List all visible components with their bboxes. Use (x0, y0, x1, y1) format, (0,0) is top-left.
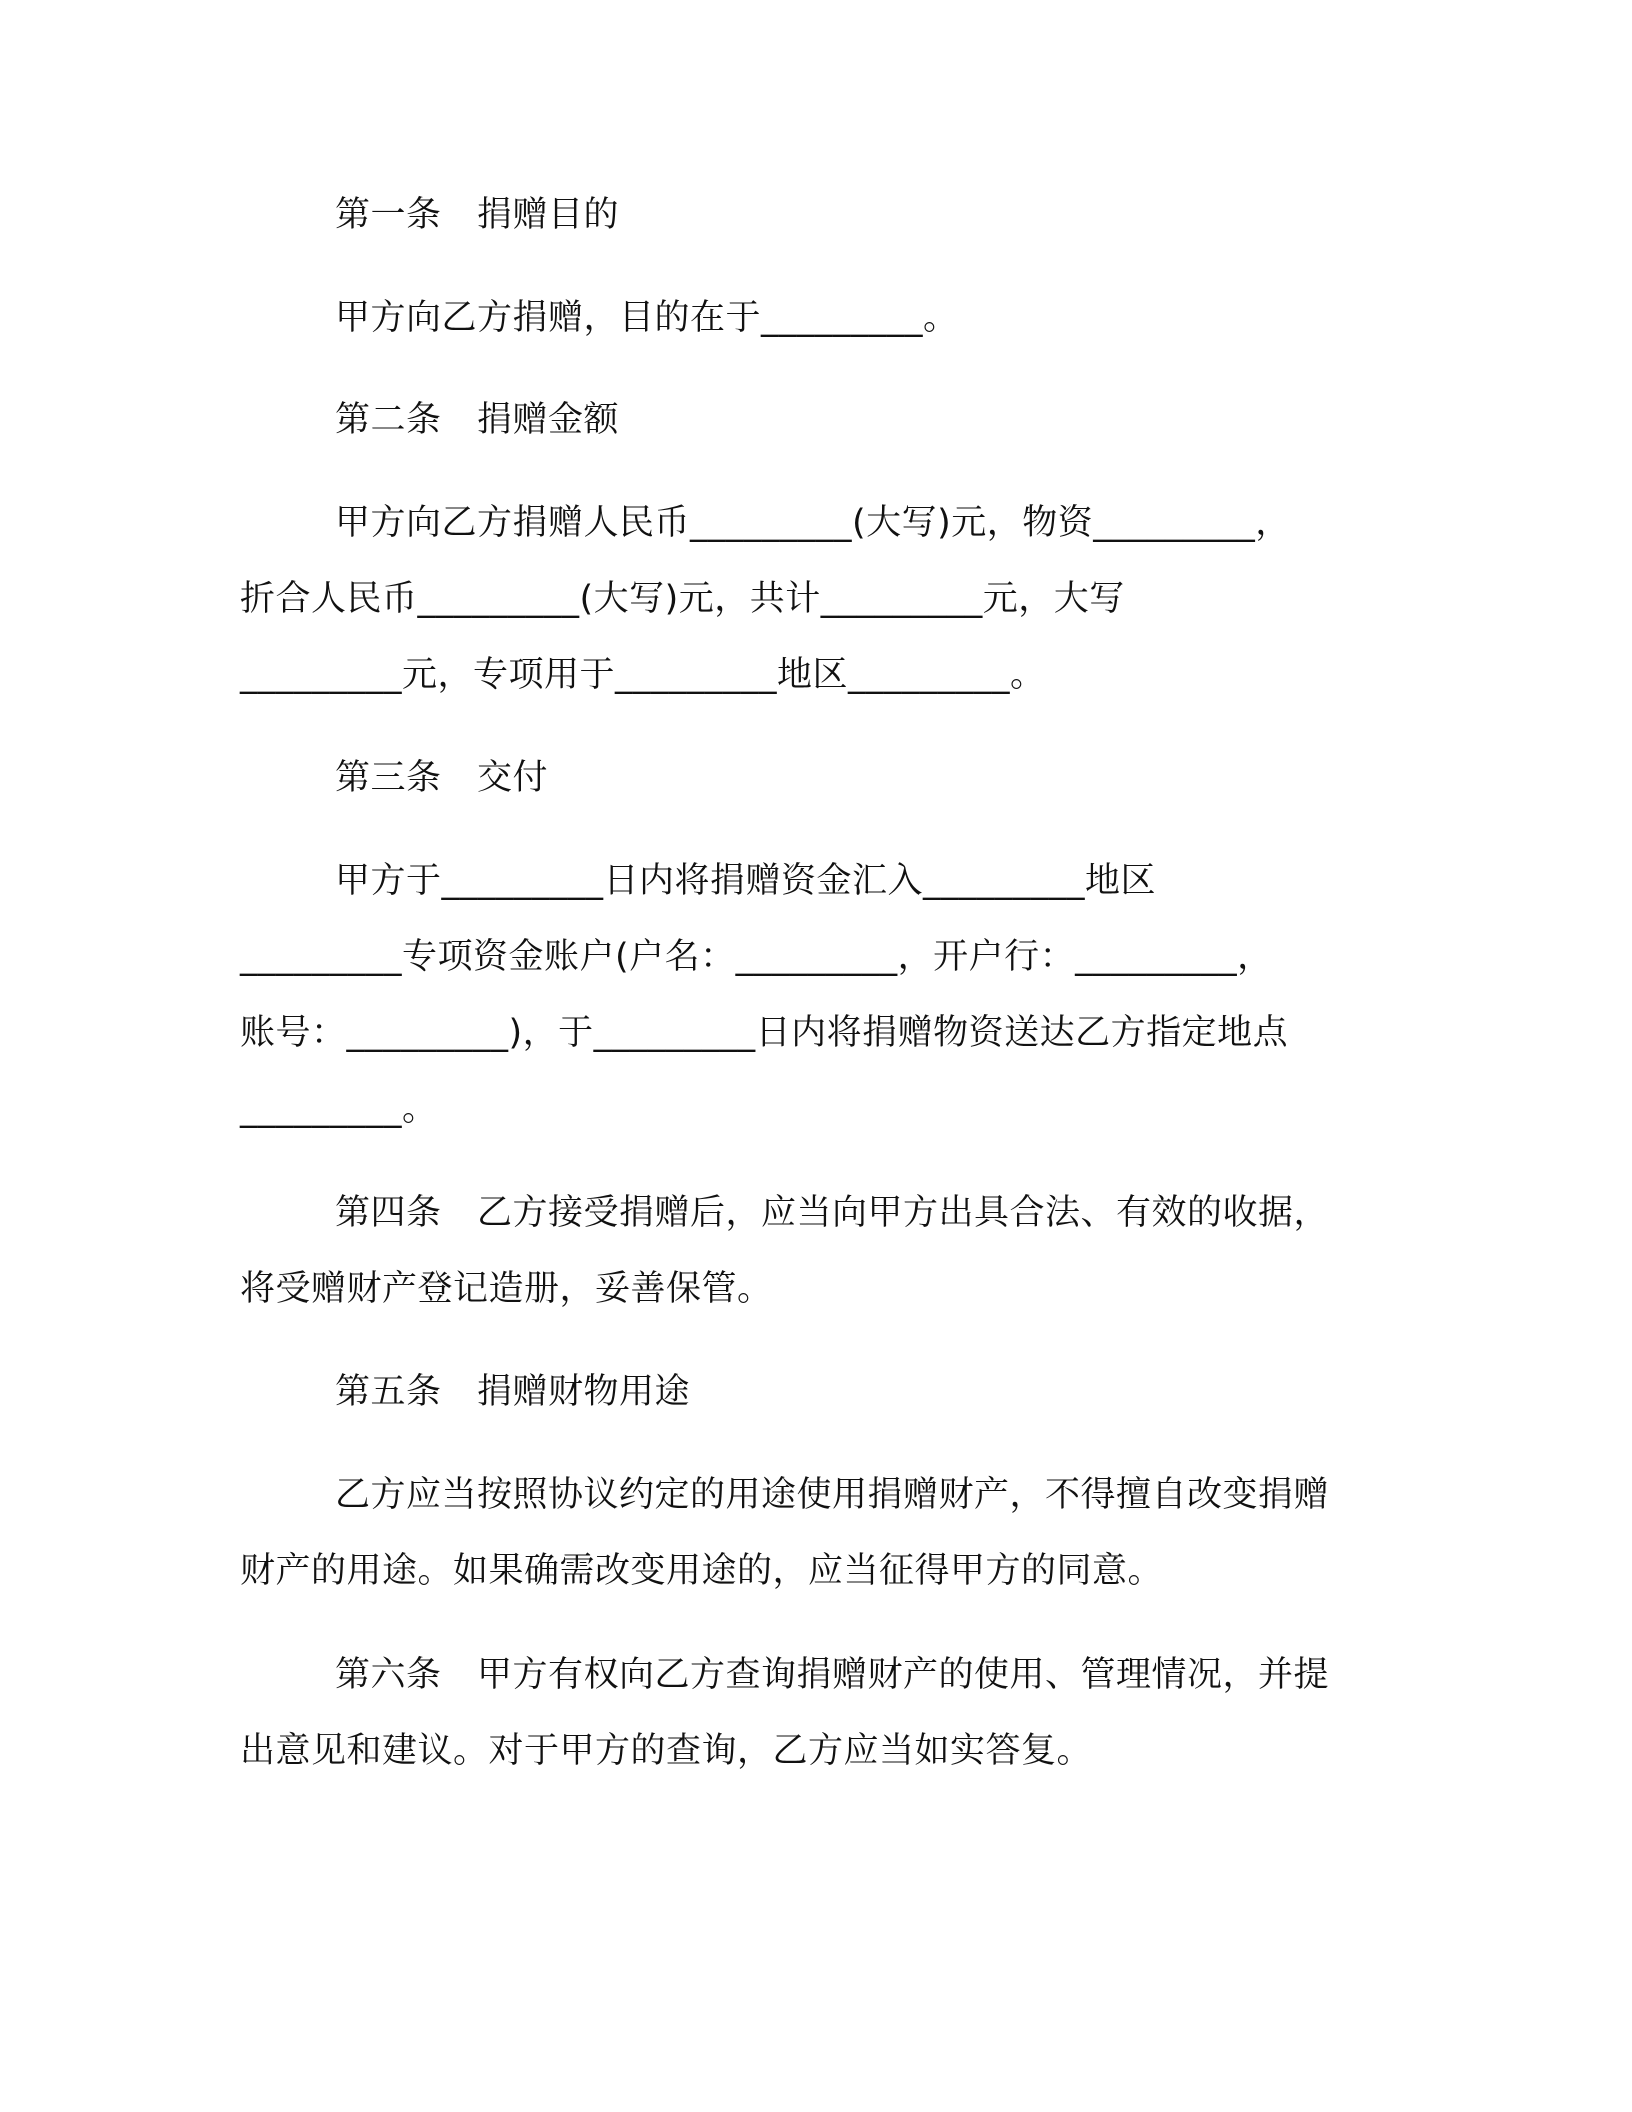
article-3-text-line-4: _________。 (240, 1089, 438, 1129)
article-5-text-line-1: 乙方应当按照协议约定的用途使用捐赠财产，不得擅自改变捐赠 (335, 1475, 1330, 1515)
article-2-heading: 第二条 捐赠金额 (335, 400, 620, 440)
article-5-heading: 第五条 捐赠财物用途 (335, 1372, 691, 1412)
article-6-text-line-2: 出意见和建议。对于甲方的查询，乙方应当如实答复。 (240, 1731, 1093, 1771)
article-6-text-line-1: 第六条 甲方有权向乙方查询捐赠财产的使用、管理情况，并提 (335, 1655, 1330, 1695)
article-3-text-line-1: 甲方于_________日内将捐赠资金汇入_________地区 (335, 861, 1157, 901)
article-4-text-line-1: 第四条 乙方接受捐赠后，应当向甲方出具合法、有效的收据， (335, 1193, 1330, 1233)
article-2-text-line-3: _________元，专项用于_________地区_________。 (240, 655, 1046, 695)
article-2-text-line-1: 甲方向乙方捐赠人民币_________(大写)元，物资_________， (335, 503, 1291, 543)
article-3-text-line-3: 账号：_________)，于_________日内将捐赠物资送达乙方指定地点 (240, 1013, 1289, 1053)
article-3-heading: 第三条 交付 (335, 758, 549, 798)
article-1-heading: 第一条 捐赠目的 (335, 195, 620, 235)
article-3-text-line-2: _________专项资金账户(户名：_________，开户行：_________， (240, 937, 1273, 977)
article-1-text: 甲方向乙方捐赠，目的在于_________。 (335, 298, 959, 338)
article-5-text-line-2: 财产的用途。如果确需改变用途的，应当征得甲方的同意。 (240, 1551, 1164, 1591)
article-4-text-line-2: 将受赠财产登记造册，妥善保管。 (240, 1269, 773, 1309)
article-2-text-line-2: 折合人民币_________(大写)元，共计_________元，大写 (240, 579, 1125, 619)
